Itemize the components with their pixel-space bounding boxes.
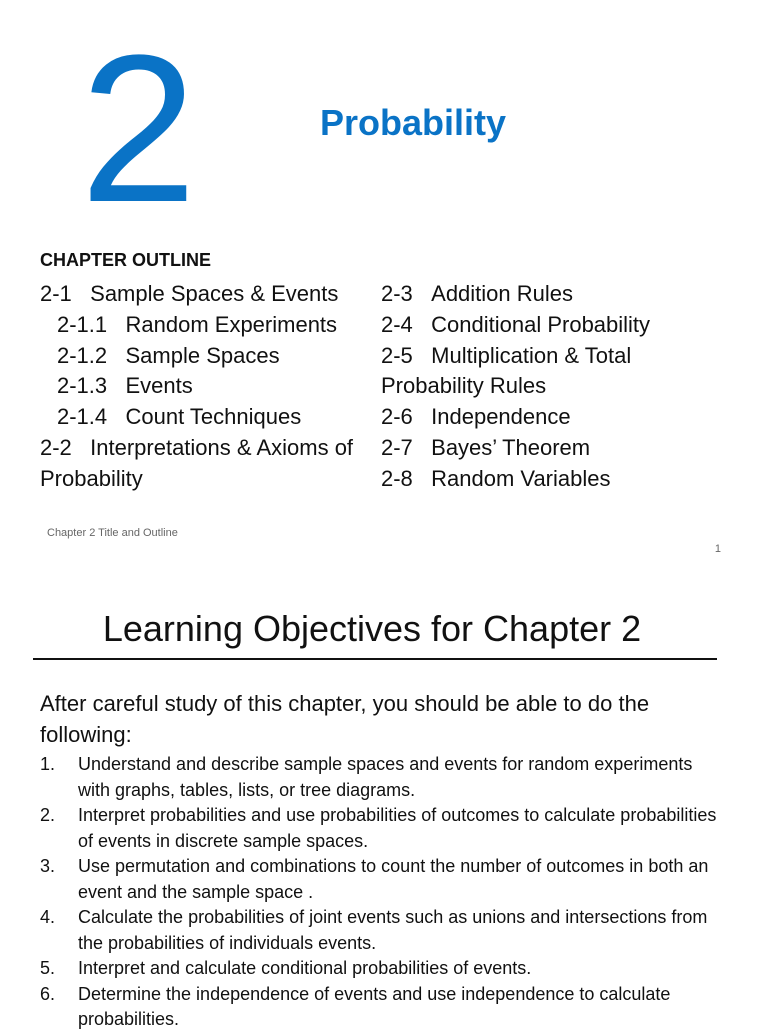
outline-item: [381, 464, 741, 495]
outline-item: [381, 341, 681, 403]
outline-item-number: 2-4: [381, 311, 413, 337]
objectives-list: [40, 752, 720, 1033]
outline-item-number: 2-1.3: [57, 373, 108, 399]
outline-item-number: 2-7: [381, 434, 413, 460]
outline-item: [40, 402, 385, 433]
objective-text: Interpret and calculate conditional probabilities of events.: [78, 958, 532, 978]
outline-item-number: 2-8: [381, 465, 413, 491]
outline-item-text: Sample Spaces & Events: [90, 281, 339, 306]
chapter-number: 2: [80, 11, 193, 246]
objective-text: Use permutation and combinations to count the number of outcomes in both an event and the sample space .: [78, 856, 709, 902]
intro-text: After careful study of this chapter, you should be able to do the following:: [40, 691, 650, 747]
outline-item: [40, 371, 385, 402]
objective-item: [40, 905, 720, 956]
objective-text: Interpret probabilities and use probabilities of outcomes to calculate probabilities of events in discrete sample spaces.: [78, 805, 717, 851]
outline-item-text: Addition Rules: [431, 281, 574, 306]
objective-number: 1.: [40, 754, 56, 774]
objective-item: [40, 956, 720, 982]
objective-item: [40, 982, 720, 1033]
objective-number: 4.: [40, 907, 56, 927]
outline-item-number: 2-1.1: [57, 311, 108, 337]
objective-text: Understand and describe sample spaces and events for random experiments with graphs, tables, lists, or tree diagrams.: [78, 754, 693, 800]
outline-item: [381, 279, 741, 310]
outline-item-number: 2-6: [381, 404, 413, 430]
outline-item-text: Random Variables: [431, 465, 611, 491]
title-divider: [33, 658, 717, 660]
outline-item-text: Bayes’ Theorem: [431, 434, 591, 460]
outline-item: [381, 402, 741, 433]
outline-item: [381, 310, 741, 341]
slide-learning-objectives: [0, 570, 768, 1029]
outline-item-text: Count Techniques: [125, 404, 302, 430]
outline-item: [40, 279, 385, 310]
outline-item-number: 2-5: [381, 342, 413, 368]
slide-title: Learning Objectives for Chapter 2: [102, 608, 642, 649]
outline-item-text: Sample Spaces: [125, 342, 280, 368]
outline-item: [381, 433, 741, 464]
objective-item: [40, 854, 720, 905]
outline-item-text: Random Experiments: [125, 311, 338, 337]
outline-item-text: Independence: [431, 404, 571, 430]
objective-item: [40, 803, 720, 854]
slide-footer: Chapter 2 Title and Outline: [47, 527, 178, 539]
outline-item-text: Multiplication & Total Probability Rules: [381, 342, 632, 399]
outline-right-column: [381, 279, 741, 495]
outline-item: [40, 310, 385, 341]
page-number: 1: [714, 543, 721, 555]
objective-text: Determine the independence of events and use independence to calculate probabilities.: [78, 983, 671, 1029]
outline-heading: CHAPTER OUTLINE: [40, 250, 211, 270]
outline-item-text: Interpretations & Axioms of Probability: [40, 434, 354, 491]
outline-item-number: 2-2: [40, 434, 72, 460]
objective-item: [40, 752, 720, 803]
outline-item-number: 2-3: [381, 281, 413, 306]
outline-item: [40, 433, 385, 495]
outline-item-number: 2-1.2: [57, 342, 108, 368]
objective-number: 6.: [40, 983, 56, 1004]
outline-item: [40, 341, 385, 372]
outline-left-column: [40, 279, 385, 495]
objective-number: 3.: [40, 856, 56, 876]
objective-number: 2.: [40, 805, 56, 825]
outline-item-text: Conditional Probability: [431, 311, 651, 337]
objective-number: 5.: [40, 958, 56, 978]
chapter-title: Probability: [320, 102, 507, 143]
outline-item-number: 2-1: [40, 281, 72, 306]
objective-text: Calculate the probabilities of joint events such as unions and intersections from the probabilities of individuals events.: [78, 907, 708, 953]
outline-item-number: 2-1.4: [57, 404, 108, 430]
outline-item-text: Events: [125, 373, 193, 399]
